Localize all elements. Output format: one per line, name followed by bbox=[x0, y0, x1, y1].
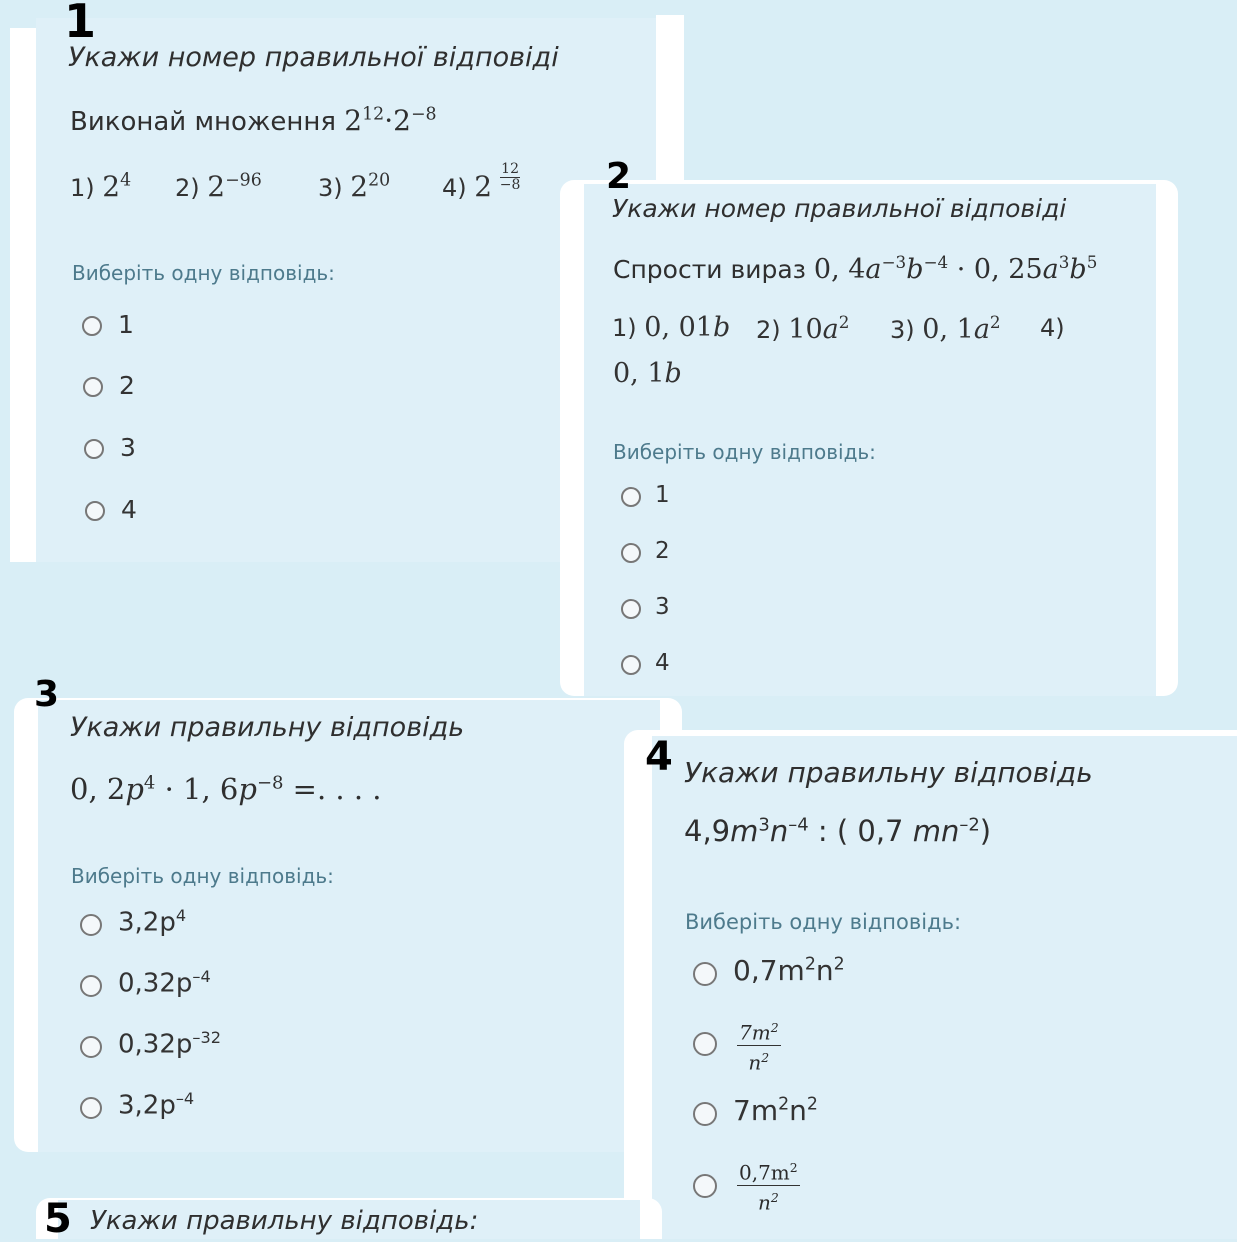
q5-instruction: Укажи правильну відповідь: bbox=[90, 1206, 479, 1236]
question-number-1: 1 bbox=[64, 0, 97, 48]
q2-choice-4: 0, 1b bbox=[613, 358, 682, 389]
q1-select-prompt: Виберіть одну відповідь: bbox=[72, 261, 335, 285]
q3-radio-3[interactable] bbox=[80, 1036, 102, 1058]
q4-radio-4[interactable] bbox=[693, 1174, 717, 1198]
q2-task: Спрости вираз 0, $4a^{-3}b^{-4} \cdot 0$, $25a^3b^5$ bbox=[613, 252, 1098, 285]
card-1-right-edge bbox=[656, 15, 684, 185]
q2-choice-4-prefix: 4) bbox=[1040, 314, 1065, 342]
q3-radio-1[interactable] bbox=[80, 914, 102, 936]
q3-select-prompt: Виберіть одну відповідь: bbox=[71, 864, 334, 888]
q3-radio-4[interactable] bbox=[80, 1097, 102, 1119]
q4-instruction: Укажи правильну відповідь bbox=[684, 756, 1093, 789]
q1-task-text: Виконай множення bbox=[70, 107, 337, 137]
q2-instruction: Укажи номер правильної відповіді bbox=[612, 194, 1067, 223]
q2-radio-1[interactable] bbox=[621, 487, 641, 507]
q1-radio-3[interactable] bbox=[84, 439, 104, 459]
q3-radio-2[interactable] bbox=[80, 975, 102, 997]
question-number-2: 2 bbox=[606, 156, 632, 197]
q2-radio-2[interactable] bbox=[621, 543, 641, 563]
q2-choice-2: 2) $10a^2$ bbox=[756, 312, 850, 345]
q1-expression: $2^{12}\cdot 2^{-8}$ bbox=[344, 104, 437, 137]
q4-select-prompt: Виберіть одну відповідь: bbox=[685, 910, 962, 934]
question-number-4: 4 bbox=[645, 734, 673, 780]
q2-choice-3: 3) 0, $1a^2$ bbox=[890, 312, 1001, 345]
q2-radio-4[interactable] bbox=[621, 655, 641, 675]
q1-instruction: Укажи номер правильної відповіді bbox=[68, 42, 559, 73]
q2-choice-1: 1) 0, 01b bbox=[612, 312, 731, 343]
q4-radio-3[interactable] bbox=[693, 1102, 717, 1126]
q2-select-prompt: Виберіть одну відповідь: bbox=[613, 440, 876, 464]
q4-expression: $4,9m^3n^{-4}$ : ( 0,7 $mn^{-2}$) bbox=[684, 814, 992, 848]
question-number-5: 5 bbox=[44, 1196, 72, 1242]
q1-choice-3: 3) $2^{20}$ bbox=[318, 170, 391, 203]
q1-choice-1: 1) $2^4$ bbox=[70, 170, 132, 203]
q1-task bbox=[70, 104, 437, 137]
q3-expression: 0, $2p^4 \cdot 1$, $6p^{-8}$ =. . . . bbox=[70, 772, 382, 806]
q1-radio-2[interactable] bbox=[83, 377, 103, 397]
q2-radio-3[interactable] bbox=[621, 599, 641, 619]
q2-expression: 0, $4a^{-3}b^{-4} \cdot 0$, $25a^3b^5$ bbox=[813, 252, 1098, 285]
q1-radio-4[interactable] bbox=[85, 501, 105, 521]
q1-choice-4: 4) 2 $\frac{12}{-8}$ bbox=[442, 161, 521, 203]
q4-radio-2[interactable] bbox=[693, 1032, 717, 1056]
question-number-3: 3 bbox=[34, 674, 60, 715]
q1-choice-2: 2) $2^{-96}$ bbox=[175, 170, 262, 203]
q3-instruction: Укажи правильну відповідь bbox=[70, 712, 465, 743]
q1-radio-1[interactable] bbox=[82, 316, 102, 336]
q4-radio-1[interactable] bbox=[693, 962, 717, 986]
